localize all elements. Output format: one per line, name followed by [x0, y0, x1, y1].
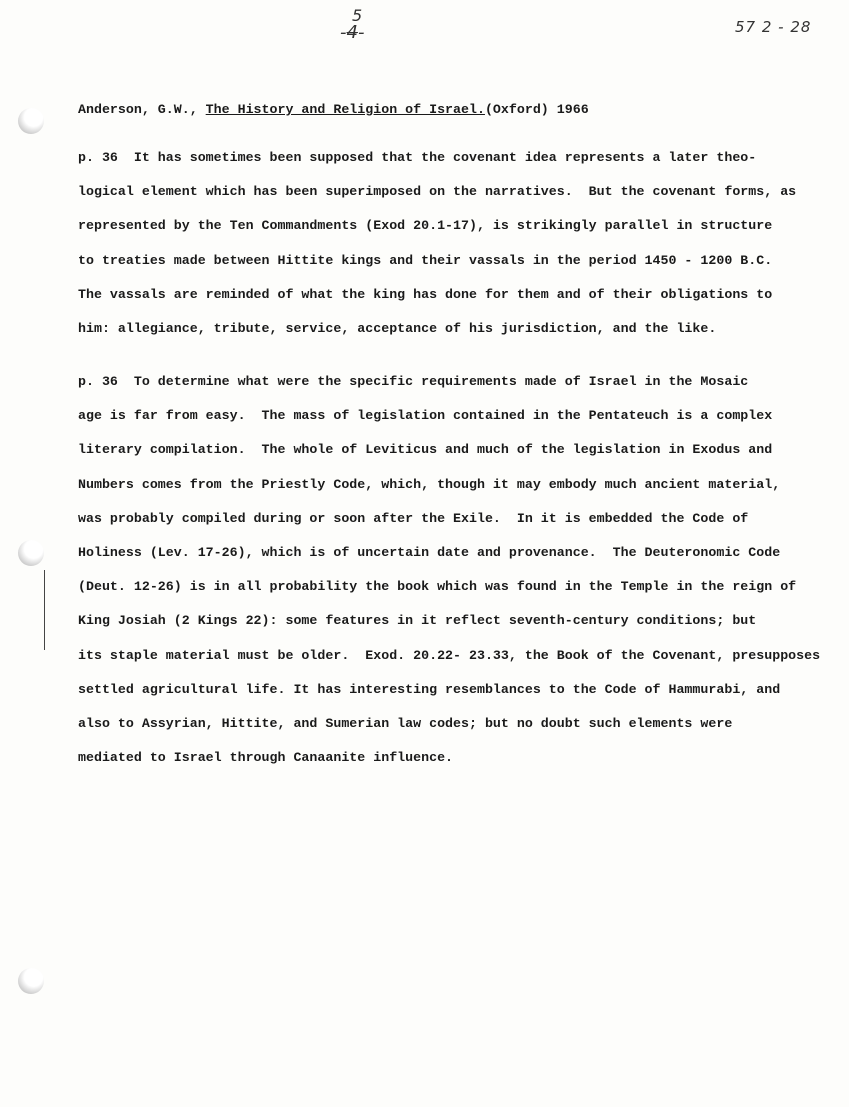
text-line: settled agricultural life. It has interesting resemblances to the Code of Hammurabi, and: [78, 681, 781, 697]
citation: [78, 102, 589, 117]
text-line: represented by the Ten Commandments (Exod 20.1-17), is strikingly parallel in structure: [78, 218, 773, 234]
text-line: The vassals are reminded of what the king has done for them and of their obligations to: [78, 286, 773, 302]
text-line: (Deut. 12-26) is in all probability the book which was found in the Temple in the reign of: [78, 579, 797, 595]
punch-hole: [18, 540, 44, 566]
citation-author: Anderson, G.W.,: [78, 102, 206, 117]
citation-title: The History and Religion of Israel.: [205, 102, 485, 117]
page-number: -4- 5: [340, 6, 365, 43]
punch-hole: [18, 108, 44, 134]
text-line: mediated to Israel through Canaanite influence.: [78, 750, 454, 766]
text-line: its staple material must be older. Exod. 20.22- 23.33, the Book of the Covenant, presupposes: [78, 647, 821, 663]
text-line: age is far from easy. The mass of legislation contained in the Pentateuch is a complex: [78, 408, 773, 424]
text-line: literary compilation. The whole of Leviticus and much of the legislation in Exodus and: [78, 442, 773, 458]
text-line: Numbers comes from the Priestly Code, which, though it may embody much ancient material,: [78, 476, 781, 492]
text-line: p. 36 To determine what were the specific requirements made of Israel in the Mosaic: [78, 374, 749, 389]
citation-publisher-year: (Oxford) 1966: [484, 102, 589, 117]
struck-page-number: 4: [346, 22, 358, 43]
text-line: was probably compiled during or soon after the Exile. In it is embedded the Code of: [78, 510, 749, 526]
margin-mark: [44, 570, 45, 650]
text-line: logical element which has been superimposed on the narratives. But the covenant forms, as: [78, 184, 797, 200]
text-line: him: allegiance, tribute, service, acceptance of his jurisdiction, and the like.: [78, 321, 717, 336]
text-line: to treaties made between Hittite kings and their vassals in the period 1450 - 1200 B.C.: [78, 252, 773, 268]
text-line: p. 36 It has sometimes been supposed that the covenant idea represents a later theo-: [78, 150, 757, 165]
text-line: King Josiah (2 Kings 22): some features in it reflect seventh-century conditions; but: [78, 613, 757, 629]
text-line: also to Assyrian, Hittite, and Sumerian law codes; but no doubt such elements were: [78, 716, 733, 731]
corrected-page-number: 5: [352, 6, 363, 25]
punch-hole: [18, 968, 44, 994]
reference-note: 57 2 - 28: [735, 18, 812, 36]
text-line: Holiness (Lev. 17-26), which is of uncertain date and provenance. The Deuteronomic Code: [78, 545, 781, 560]
